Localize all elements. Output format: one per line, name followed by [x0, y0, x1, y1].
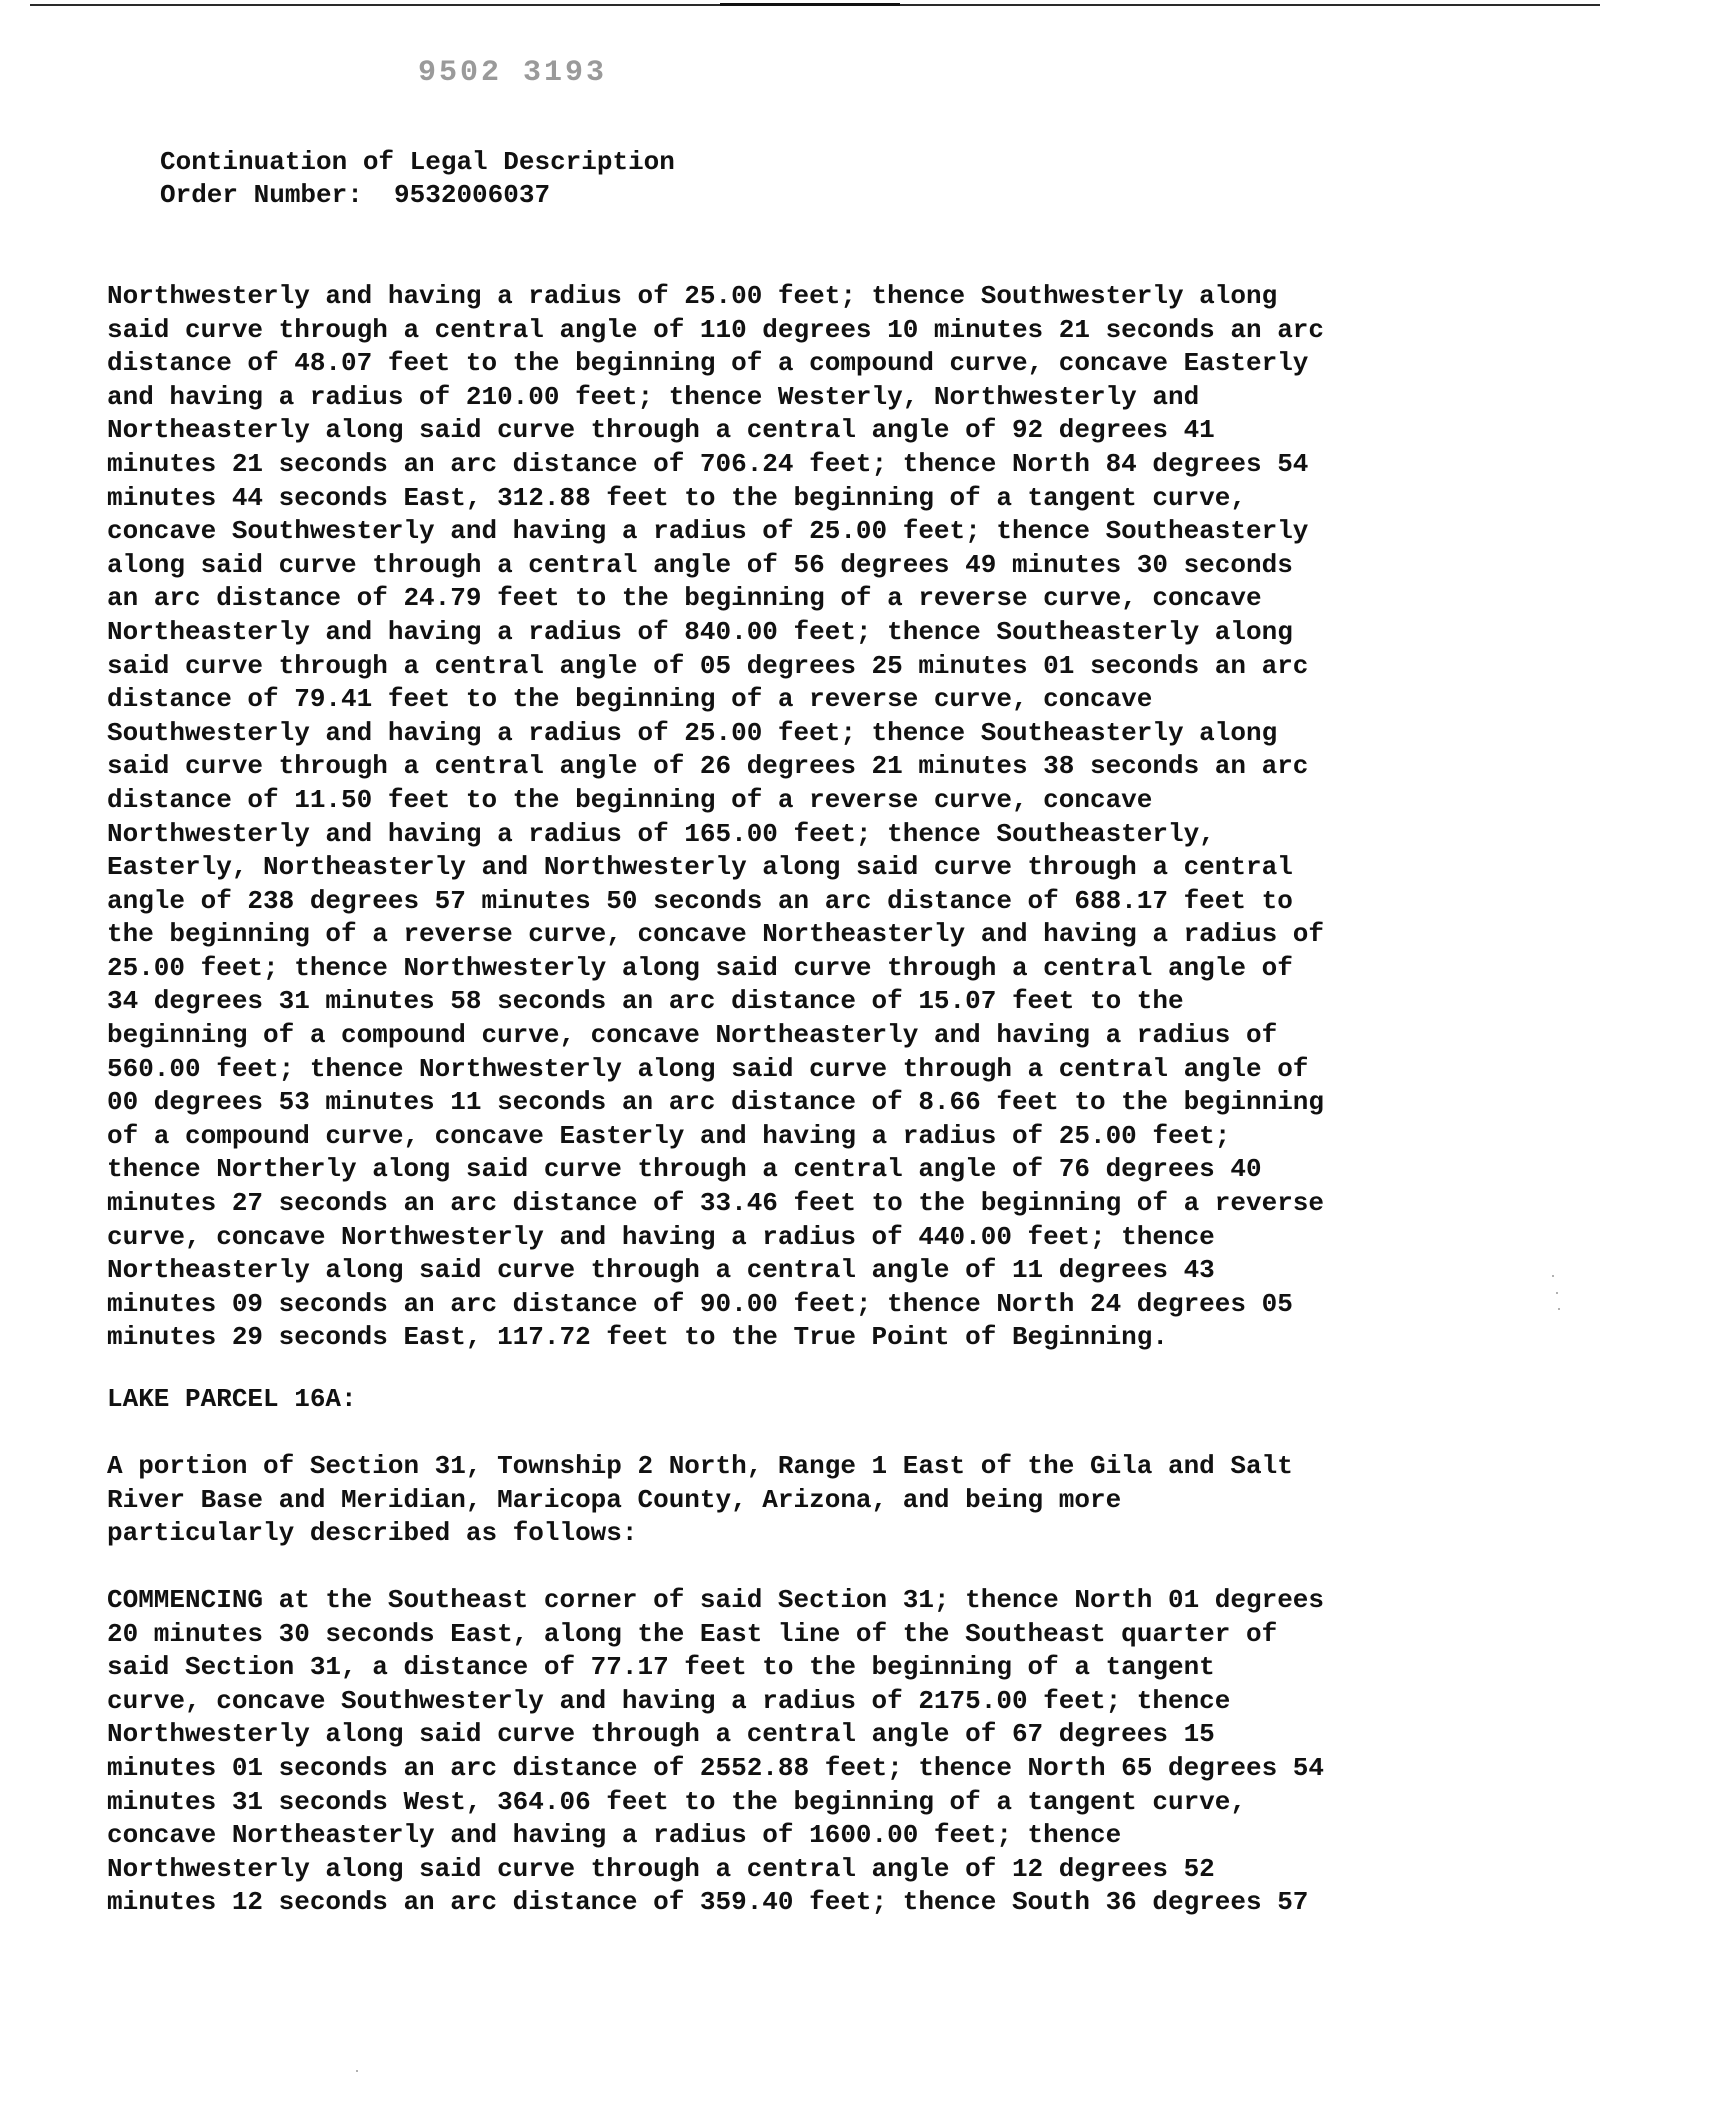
- text-line: minutes 09 seconds an arc distance of 90.00 feet; thence North 24 degrees 05: [107, 1288, 1293, 1319]
- text-line: Northwesterly along said curve through a central angle of 12 degrees 52: [107, 1853, 1215, 1884]
- text-line: COMMENCING at the Southeast corner of said Section 31; thence North 01 degrees: [107, 1585, 1324, 1615]
- scan-speck: [1558, 1308, 1560, 1310]
- text-line: curve, concave Northwesterly and having a radius of 440.00 feet; thence: [107, 1221, 1215, 1252]
- scan-edge-mark: [720, 3, 900, 6]
- text-line: thence Northerly along said curve through a central angle of 76 degrees 40: [107, 1154, 1262, 1185]
- scan-speck: [1556, 1292, 1558, 1294]
- section-heading: LAKE PARCEL 16A:: [107, 1384, 357, 1414]
- paragraph-parcel-location: [107, 1450, 1447, 1551]
- text-line: Northwesterly and having a radius of 165.00 feet; thence Southeasterly,: [107, 818, 1215, 849]
- text-line: Northwesterly and having a radius of 25.00 feet; thence Southwesterly along: [107, 281, 1278, 311]
- text-line: Easterly, Northeasterly and Northwesterly along said curve through a central: [107, 852, 1293, 883]
- paragraph-legal-description: [107, 280, 1447, 1355]
- document-title: Continuation of Legal Description: [160, 147, 675, 177]
- text-line: said Section 31, a distance of 77.17 feet to the beginning of a tangent: [107, 1652, 1215, 1683]
- text-line: minutes 01 seconds an arc distance of 2552.88 feet; thence North 65 degrees 54: [107, 1752, 1324, 1783]
- text-line: minutes 44 seconds East, 312.88 feet to the beginning of a tangent curve,: [107, 482, 1246, 513]
- order-number: Order Number: 9532006037: [160, 180, 551, 210]
- text-line: particularly described as follows:: [107, 1518, 638, 1549]
- text-line: along said curve through a central angle of 56 degrees 49 minutes 30 seconds: [107, 549, 1293, 580]
- scan-speck: [1552, 1275, 1554, 1277]
- text-line: Northeasterly along said curve through a central angle of 11 degrees 43: [107, 1255, 1215, 1286]
- text-line: distance of 11.50 feet to the beginning of a reverse curve, concave: [107, 784, 1153, 815]
- text-line: beginning of a compound curve, concave Northeasterly and having a radius of: [107, 1020, 1278, 1051]
- recording-stamp: 9502 3193: [418, 56, 608, 90]
- text-line: minutes 31 seconds West, 364.06 feet to the beginning of a tangent curve,: [107, 1786, 1246, 1817]
- paragraph-commencing: [107, 1584, 1447, 1920]
- text-line: River Base and Meridian, Maricopa County, Arizona, and being more: [107, 1484, 1122, 1515]
- text-line: 00 degrees 53 minutes 11 seconds an arc distance of 8.66 feet to the beginning: [107, 1087, 1324, 1118]
- text-line: 25.00 feet; thence Northwesterly along said curve through a central angle of: [107, 952, 1293, 983]
- scan-speck: [356, 2070, 358, 2072]
- text-line: distance of 79.41 feet to the beginning of a reverse curve, concave: [107, 684, 1153, 715]
- text-line: curve, concave Southwesterly and having a radius of 2175.00 feet; thence: [107, 1685, 1231, 1716]
- text-line: said curve through a central angle of 26 degrees 21 minutes 38 seconds an arc: [107, 751, 1309, 782]
- text-line: of a compound curve, concave Easterly and having a radius of 25.00 feet;: [107, 1120, 1231, 1151]
- text-line: the beginning of a reverse curve, concave Northeasterly and having a radius of: [107, 919, 1324, 950]
- text-line: said curve through a central angle of 110 degrees 10 minutes 21 seconds an arc: [107, 314, 1324, 345]
- text-line: minutes 29 seconds East, 117.72 feet to the True Point of Beginning.: [107, 1322, 1168, 1353]
- document-header: [160, 146, 675, 212]
- text-line: concave Southwesterly and having a radius of 25.00 feet; thence Southeasterly: [107, 516, 1309, 547]
- text-line: an arc distance of 24.79 feet to the beginning of a reverse curve, concave: [107, 583, 1262, 614]
- text-line: concave Northeasterly and having a radius of 1600.00 feet; thence: [107, 1820, 1122, 1851]
- text-line: Northeasterly and having a radius of 840.00 feet; thence Southeasterly along: [107, 616, 1293, 647]
- text-line: and having a radius of 210.00 feet; thence Westerly, Northwesterly and: [107, 381, 1200, 412]
- text-line: distance of 48.07 feet to the beginning of a compound curve, concave Easterly: [107, 348, 1309, 379]
- text-line: angle of 238 degrees 57 minutes 50 seconds an arc distance of 688.17 feet to: [107, 885, 1293, 916]
- text-line: minutes 27 seconds an arc distance of 33.46 feet to the beginning of a reverse: [107, 1188, 1324, 1219]
- text-line: minutes 12 seconds an arc distance of 359.40 feet; thence South 36 degrees 57: [107, 1887, 1309, 1918]
- text-line: 20 minutes 30 seconds East, along the East line of the Southeast quarter of: [107, 1618, 1278, 1649]
- section-heading-block: [107, 1383, 1447, 1417]
- text-line: 34 degrees 31 minutes 58 seconds an arc distance of 15.07 feet to the: [107, 986, 1184, 1017]
- text-line: minutes 21 seconds an arc distance of 706.24 feet; thence North 84 degrees 54: [107, 448, 1309, 479]
- text-line: A portion of Section 31, Township 2 North, Range 1 East of the Gila and Salt: [107, 1451, 1293, 1481]
- text-line: Southwesterly and having a radius of 25.00 feet; thence Southeasterly along: [107, 717, 1278, 748]
- text-line: 560.00 feet; thence Northwesterly along said curve through a central angle of: [107, 1053, 1309, 1084]
- text-line: said curve through a central angle of 05 degrees 25 minutes 01 seconds an arc: [107, 650, 1309, 681]
- text-line: Northeasterly along said curve through a central angle of 92 degrees 41: [107, 415, 1215, 446]
- text-line: Northwesterly along said curve through a central angle of 67 degrees 15: [107, 1719, 1215, 1750]
